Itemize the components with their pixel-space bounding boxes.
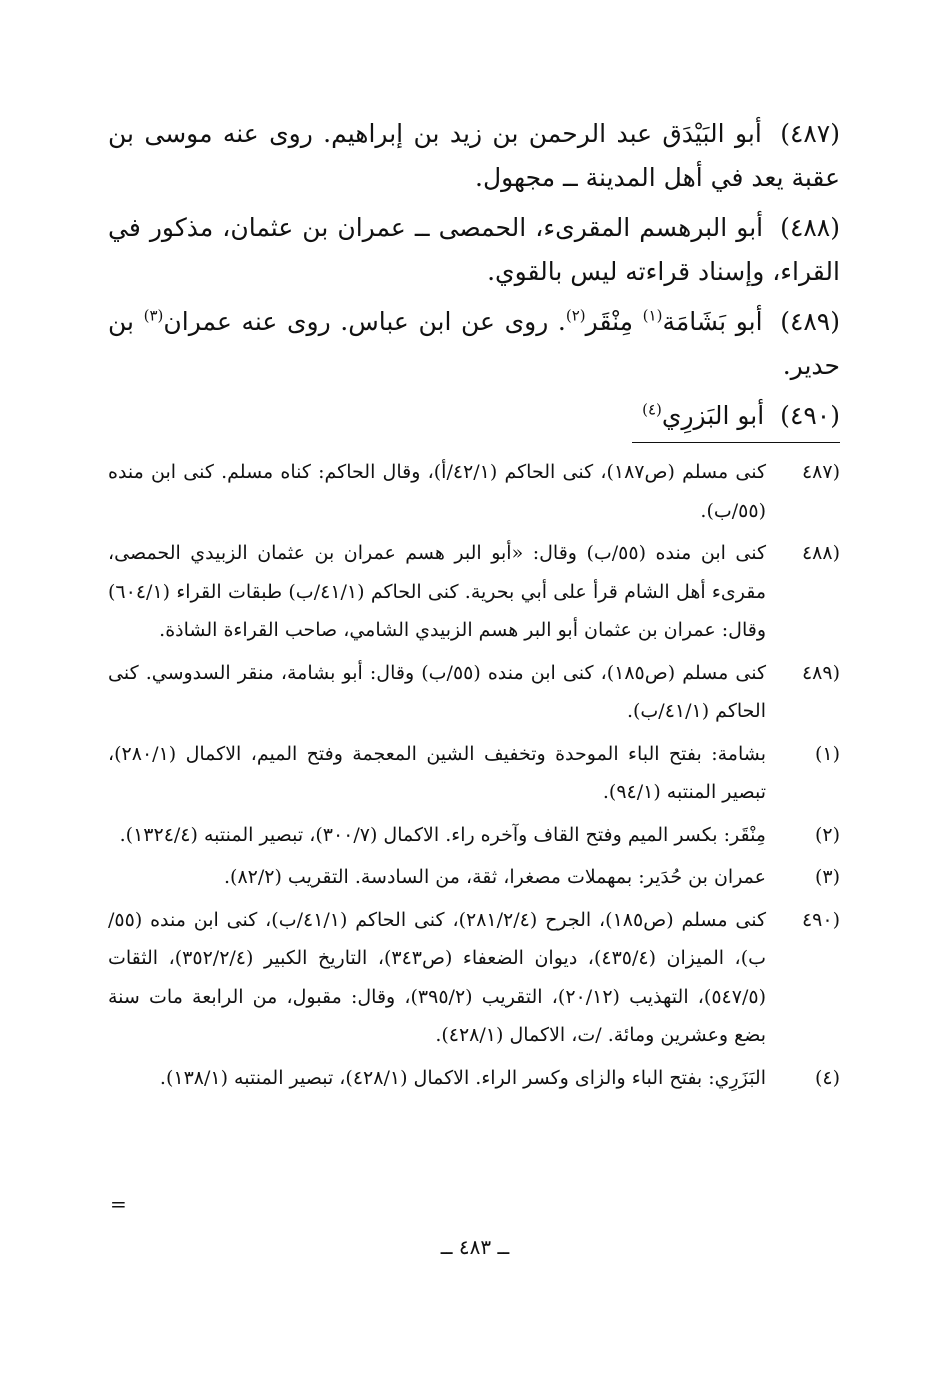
footnote-label: (١) [814,742,840,765]
page-number: ــ ٤٨٣ ــ [440,1235,510,1259]
footnote-text: كنى مسلم (ص١٨٧)، كنى الحاكم (٤٢/١/أ)، وقال الحاكم: كناه مسلم. كنى ابن منده (٥٥/ب). [108,461,766,522]
footnote-ref: (١) [642,306,663,325]
footnote-text: البَزَرِي: بفتح الباء والزاى وكسر الراء. الاكمال (٤٢٨/١)، تبصير المنتبه (١٣٨/١). [159,1066,766,1089]
footnote [108,735,840,812]
entry-487 [108,112,840,200]
entry-text: مِنْقَر [585,307,643,336]
entry-text: أبو بَشَامَة [662,307,763,336]
footnote-separator [632,442,840,443]
footnote-label: (٤) [814,1066,840,1089]
entry-488 [108,206,840,294]
entry-text: أبو البرهسم المقرىء، الحمصى ــ عمران بن عثمان، مذكور في القراء، وإسناد قراءته ليس بالقوي. [108,213,840,286]
footnotes [108,449,840,1097]
footnote [108,1059,840,1098]
footnote-label: (٤٩٠ [801,908,840,931]
entry-text: أبو البَزرِي [661,401,765,430]
footnote-text: مِنْقَر: بكسر الميم وفتح القاف وآخره راء. الاكمال (٣٠٠/٧)، تبصير المنتبه (١٣٢٤/٤). [119,823,766,846]
footnote-label: (٤٨٨ [801,542,840,564]
footnote [108,816,840,855]
footnote [108,534,840,650]
footnote-text: كنى مسلم (ص١٨٥)، كنى ابن منده (٥٥/ب) وقال: أبو بشامة، منقر السدوسي. كنى الحاكم (٤١/١/ب). [108,661,766,722]
footnote-ref: (٤) [642,400,662,419]
footnote-text: عمران بن حُدَير: بمهملات مصغرا، ثقة، من السادسة. التقريب (٨٢/٢). [224,866,766,888]
footnote-label: (٣) [814,866,840,888]
footnote-label: (٤٨٧ [801,461,840,483]
continuation-mark: = [110,1192,127,1216]
footnote-label: (٤٨٩ [801,661,840,684]
entry-490 [108,394,840,438]
footnote-text: كنى ابن منده (٥٥/ب) وقال: «أبو البر هسم عمران بن عثمان الزبيدي الحمصى، مقرىء أهل الشام قرأ على أبي بحرية. كنى الحاكم (٤١/١/ب) طبقات القراء (٦٠٤/١) وقال: عمران بن عثمان أبو البر هسم الزبيدي الشامي، صاحب القراءة الشاذة. [108,542,767,641]
page-body [108,112,840,1101]
footnote-ref: (٢) [565,306,586,325]
footnote [108,901,840,1055]
entry-text: . روى عن ابن عباس. روى عنه عمران [163,307,566,336]
footnote [108,654,840,731]
entry-number: (٤٨٧) [780,119,841,148]
footnote-ref: (٣) [143,306,164,325]
entry-number: (٤٨٨) [780,213,840,242]
footnote [108,858,840,897]
entry-text: أبو البَيْدَق عبد الرحمن بن زيد بن إبراهيم. روى عنه موسى بن عقبة يعد في أهل المدينة ــ مجهول. [108,119,840,192]
footnote-label: (٢) [814,823,840,846]
footnote [108,453,840,530]
footnote-text: بشامة: بفتح الباء الموحدة وتخفيف الشين المعجمة وفتح الميم، الاكمال (٢٨٠/١)، تبصير المنتبه (٩٤/١). [108,742,766,803]
footnote-text: كنى مسلم (ص١٨٥)، الجرح (٢٨١/٢/٤)، كنى الحاكم (٤١/١/ب)، كنى ابن منده (٥٥/ب)، الميزان (٤٣٥/٤)، ديوان الضعفاء (ص٣٤٣)، التاريخ الكبير (٣٥٢/٢/٤)، الثقات (٥٤٧/٥)، التهذيب (٢٠/١٢)، التقريب (٣٩٥/٢)، وقال: مقبول، من الرابعة مات سنة بضع وعشرين ومائة. /ت، الاكمال (٤٢٨/١). [108,908,766,1046]
entry-text: بن حدير. [108,307,840,380]
entry-number: (٤٨٩) [780,307,841,336]
entry-489 [108,300,840,388]
entry-number: (٤٩٠) [780,401,840,430]
